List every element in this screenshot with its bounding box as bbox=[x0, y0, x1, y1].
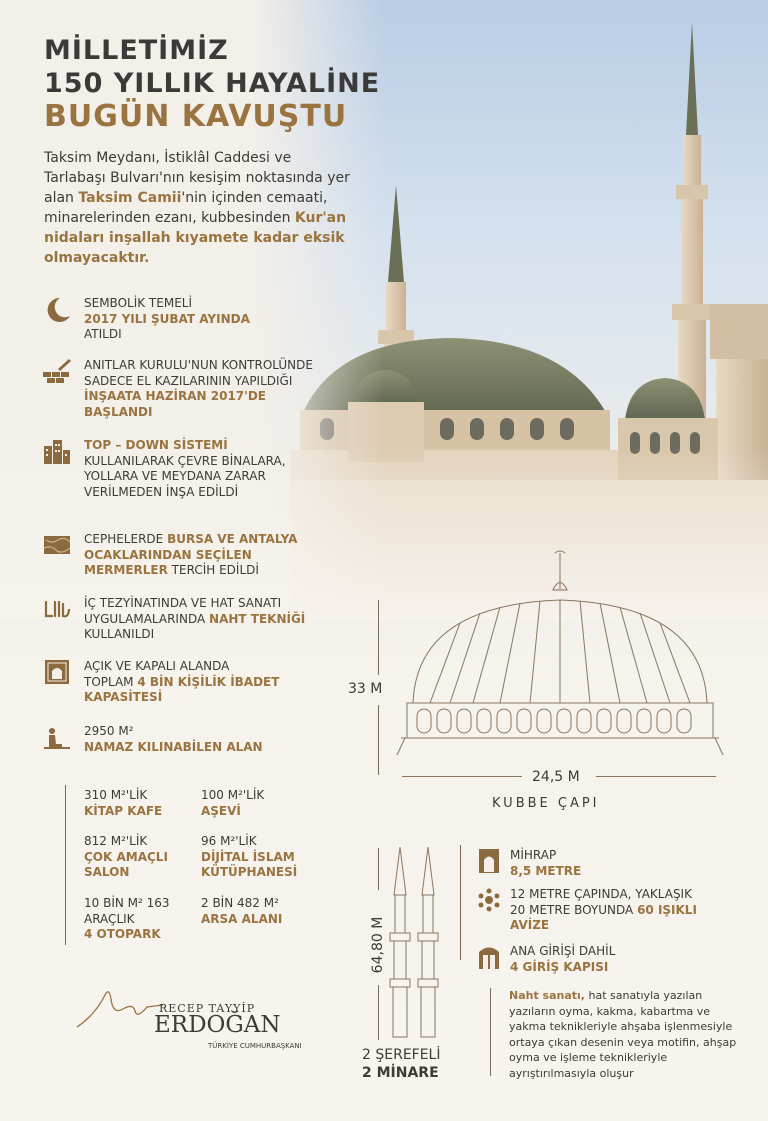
fact-prayer-area: 2950 M² NAMAZ KILINABİLEN ALAN bbox=[42, 724, 282, 755]
naht-note bbox=[509, 988, 739, 1081]
area-parking: 10 BİN M² 163 ARAÇLIK 4 OTOPARK bbox=[84, 896, 170, 941]
signature-role: TÜRKİYE CUMHURBAŞKANI bbox=[208, 1042, 302, 1050]
door-icon bbox=[478, 944, 500, 970]
headline-line-3: BUGÜN KAVUŞTU bbox=[44, 99, 348, 134]
area-digital-library: 96 M²'LİK DİJİTAL İSLAM KÜTÜPHANESİ bbox=[201, 834, 298, 879]
fact-chandelier: 12 METRE ÇAPINDA, YAKLAŞIK 20 METRE BOYUNDA 60 IŞIKLI AVİZE bbox=[478, 887, 708, 934]
area-soup-kitchen: 100 M²'LİK AŞEVİ bbox=[201, 788, 265, 818]
intro-text-1: Taksim Meydanı, İstiklâl Caddesi ve Tarlabaşı Bulvarı'nın kesişim noktasında yer alan bbox=[44, 150, 350, 206]
headline bbox=[44, 34, 380, 133]
intro-highlight-1: Taksim Camii bbox=[78, 190, 182, 206]
trowel-bricks-icon bbox=[42, 358, 72, 384]
praying-person-icon bbox=[42, 724, 72, 750]
area-book-cafe: 310 M²'LİK KİTAP KAFE bbox=[84, 788, 163, 818]
dome-height: 33 M bbox=[348, 681, 383, 697]
minarets-diagram bbox=[383, 845, 443, 1045]
dome-width-line-left bbox=[402, 776, 522, 777]
fact-capacity: AÇIK VE KAPALI ALANDA TOPLAM 4 BİN KİŞİLİK İBADET KAPASİTESİ bbox=[42, 659, 282, 706]
minaret-caption bbox=[362, 1046, 441, 1082]
minaret-height-line-top bbox=[378, 848, 379, 890]
dome-width-line-right bbox=[596, 776, 716, 777]
minaret-height: 64,80 M bbox=[370, 916, 386, 974]
dome-height-line-bottom bbox=[378, 705, 379, 775]
fact-construction: ANITLAR KURULU'NUN KONTROLÜNDE SADECE EL KAZILARININ YAPILDIĞI İNŞAATA HAZİRAN 2017'DE BAŞLANDI bbox=[42, 358, 317, 420]
calligraphy-icon bbox=[42, 596, 72, 622]
dome-diagram bbox=[395, 545, 725, 785]
chandelier-icon bbox=[478, 887, 500, 913]
signature-first-name: RECEP TAYYİP bbox=[159, 1002, 256, 1015]
headline-line-2: 150 YILLIK HAYALİNE bbox=[44, 68, 381, 99]
headline-line-1: MİLLETİMİZ bbox=[44, 35, 229, 66]
naht-text: hat sanatıyla yazılan yazıların oyma, kakma, kabartma ve yakma teknikleriyle ahşaba işlenmesiyle ortaya çıkan desenin veya motifin, ahşap oyma ve işleme teknikleriyle ayrıştırılmasıyla oluşur bbox=[509, 989, 737, 1080]
naht-divider bbox=[490, 988, 491, 1076]
area-land: 2 BİN 482 M² ARSA ALANI bbox=[201, 896, 283, 926]
dome-width: 24,5 M bbox=[532, 769, 580, 785]
intro-paragraph bbox=[44, 148, 354, 268]
dome-caption: KUBBE ÇAPI bbox=[492, 796, 600, 811]
naht-bold: Naht sanatı, bbox=[509, 989, 585, 1002]
signature-scribble bbox=[75, 985, 165, 1035]
intro-text-2: 'nin içinden cemaati, minarelerinden ezanı, kubbesinden bbox=[44, 190, 328, 226]
right-facts-divider bbox=[460, 845, 461, 960]
mihrab-icon bbox=[478, 848, 500, 874]
area-multipurpose-hall: 812 M²'LİK ÇOK AMAÇLI SALON bbox=[84, 834, 168, 879]
fact-marble: CEPHELERDE BURSA VE ANTALYA OCAKLARINDAN SEÇİLEN MERMERLER TERCİH EDİLDİ bbox=[42, 532, 332, 579]
minaret-caption-1: 2 ŞEREFELİ bbox=[362, 1047, 441, 1063]
areas-divider bbox=[65, 785, 66, 945]
buildings-icon bbox=[42, 438, 72, 464]
fact-foundation: SEMBOLİK TEMELİ 2017 YILI ŞUBAT AYINDA ATILDI bbox=[42, 296, 282, 343]
minaret-height-line-bottom bbox=[378, 985, 379, 1040]
minaret-caption-2: 2 MİNARE bbox=[362, 1065, 439, 1081]
fact-mihrab: MİHRAP 8,5 METRE bbox=[478, 848, 581, 879]
fact-naht: İÇ TEZYİNATINDA VE HAT SANATI UYGULAMALARINDA NAHT TEKNİĞİ KULLANILDI bbox=[42, 596, 317, 643]
marble-icon bbox=[42, 532, 72, 558]
dome-height-line-top bbox=[378, 600, 379, 675]
fact-doors: ANA GİRİŞİ DAHİL 4 GİRİŞ KAPISI bbox=[478, 944, 615, 975]
signature-last-name: ERDOĞAN bbox=[154, 1012, 281, 1038]
intro-highlight-2: Kur'an nidaları inşallah kıyamete kadar eksik olmayacaktır. bbox=[44, 210, 347, 266]
prayer-rug-icon bbox=[42, 659, 72, 685]
fact-top-down: TOP – DOWN SİSTEMİ KULLANILARAK ÇEVRE BİNALARA, YOLLARA VE MEYDANA ZARAR VERİLMEDEN İNŞA EDİLDİ bbox=[42, 438, 287, 500]
crescent-icon bbox=[42, 296, 72, 322]
